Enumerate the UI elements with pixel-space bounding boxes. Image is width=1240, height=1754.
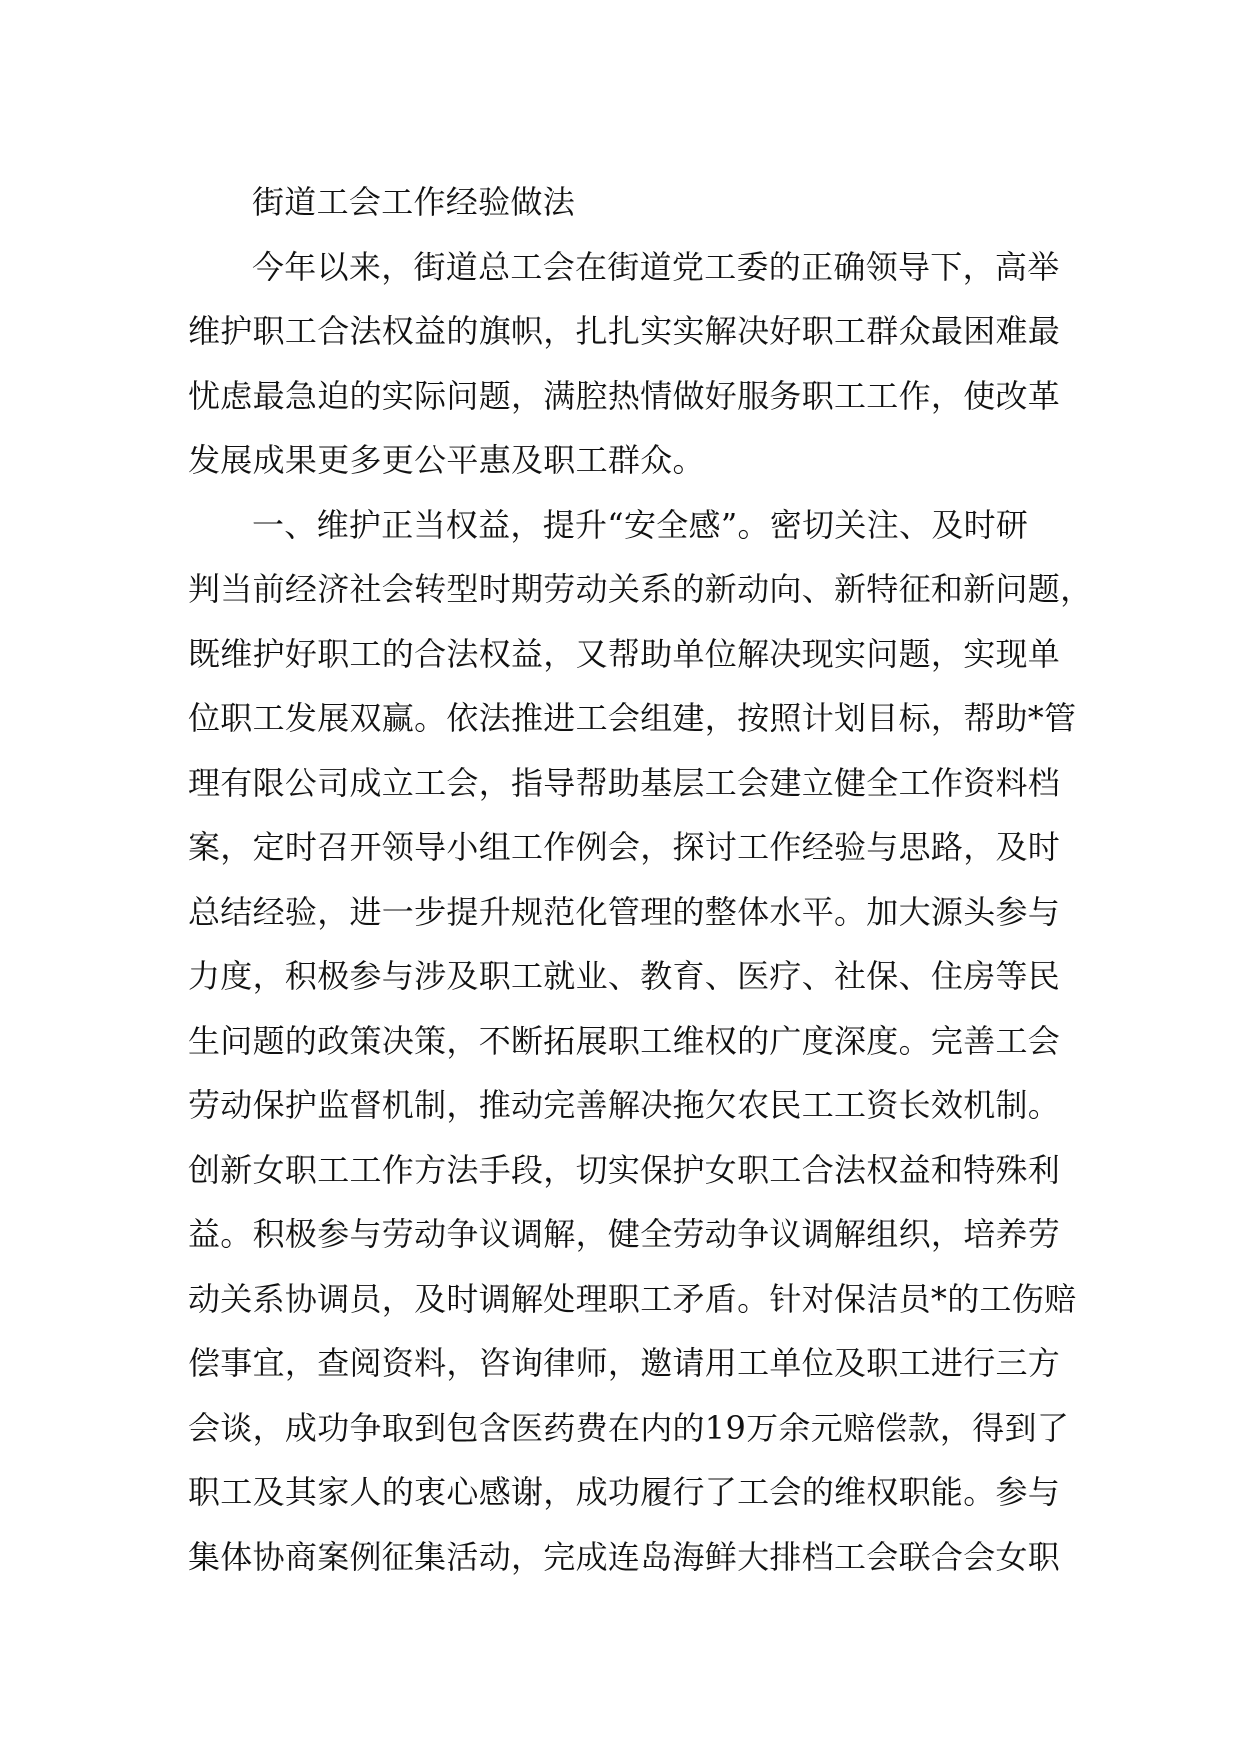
paragraph-2-line-8: 力度，积极参与涉及职工就业、教育、医疗、社保、住房等民 <box>188 957 1061 995</box>
paragraph-2-line-4: 位职工发展双赢。依法推进工会组建，按照计划目标，帮助*管 <box>188 699 1077 737</box>
paragraph-2-line-5: 理有限公司成立工会，指导帮助基层工会建立健全工作资料档 <box>188 763 1061 802</box>
paragraph-2-line-15: 会谈，成功争取到包含医药费在内的19万余元赔偿款，得到了 <box>188 1408 1070 1447</box>
paragraph-2-line-16: 职工及其家人的衷心感谢，成功履行了工会的维权职能。参与 <box>188 1473 1061 1511</box>
paragraph-2-line-1: 一、维护正当权益，提升“安全感”。密切关注、及时研 <box>252 505 1029 544</box>
paragraph-2-line-2: 判当前经济社会转型时期劳动关系的新动向、新特征和新问题， <box>188 570 1093 608</box>
paragraph-2-line-9: 生问题的政策决策，不断拓展职工维权的广度深度。完善工会 <box>188 1021 1061 1060</box>
paragraph-2-line-11: 创新女职工工作方法手段，切实保护女职工合法权益和特殊利 <box>188 1150 1061 1189</box>
paragraph-2-line-7: 总结经验，进一步提升规范化管理的整体水平。加大源头参与 <box>188 892 1061 931</box>
paragraph-1-line-4: 发展成果更多更公平惠及职工群众。 <box>188 441 705 479</box>
paragraph-2-line-3: 既维护好职工的合法权益，又帮助单位解决现实问题，实现单 <box>188 634 1061 673</box>
paragraph-1-line-1: 今年以来，街道总工会在街道党工委的正确领导下，高举 <box>252 247 1060 286</box>
document-title: 街道工会工作经验做法 <box>252 183 576 221</box>
paragraph-2-line-6: 案，定时召开领导小组工作例会，探讨工作经验与思路，及时 <box>188 828 1061 866</box>
paragraph-2-line-10: 劳动保护监督机制，推动完善解决拖欠农民工工资长效机制。 <box>188 1086 1061 1124</box>
paragraph-1-line-3: 忧虑最急迫的实际问题，满腔热情做好服务职工工作，使改革 <box>188 376 1061 415</box>
paragraph-2-line-17: 集体协商案例征集活动，完成连岛海鲜大排档工会联合会女职 <box>188 1537 1061 1576</box>
paragraph-2-line-14: 偿事宜，查阅资料，咨询律师，邀请用工单位及职工进行三方 <box>188 1344 1061 1382</box>
paragraph-1-line-2: 维护职工合法权益的旗帜，扎扎实实解决好职工群众最困难最 <box>188 312 1061 350</box>
document-body <box>188 170 1093 1589</box>
paragraph-2-line-12: 益。积极参与劳动争议调解，健全劳动争议调解组织，培养劳 <box>188 1215 1061 1253</box>
paragraph-2-line-13: 动关系协调员，及时调解处理职工矛盾。针对保洁员*的工伤赔 <box>188 1279 1077 1318</box>
